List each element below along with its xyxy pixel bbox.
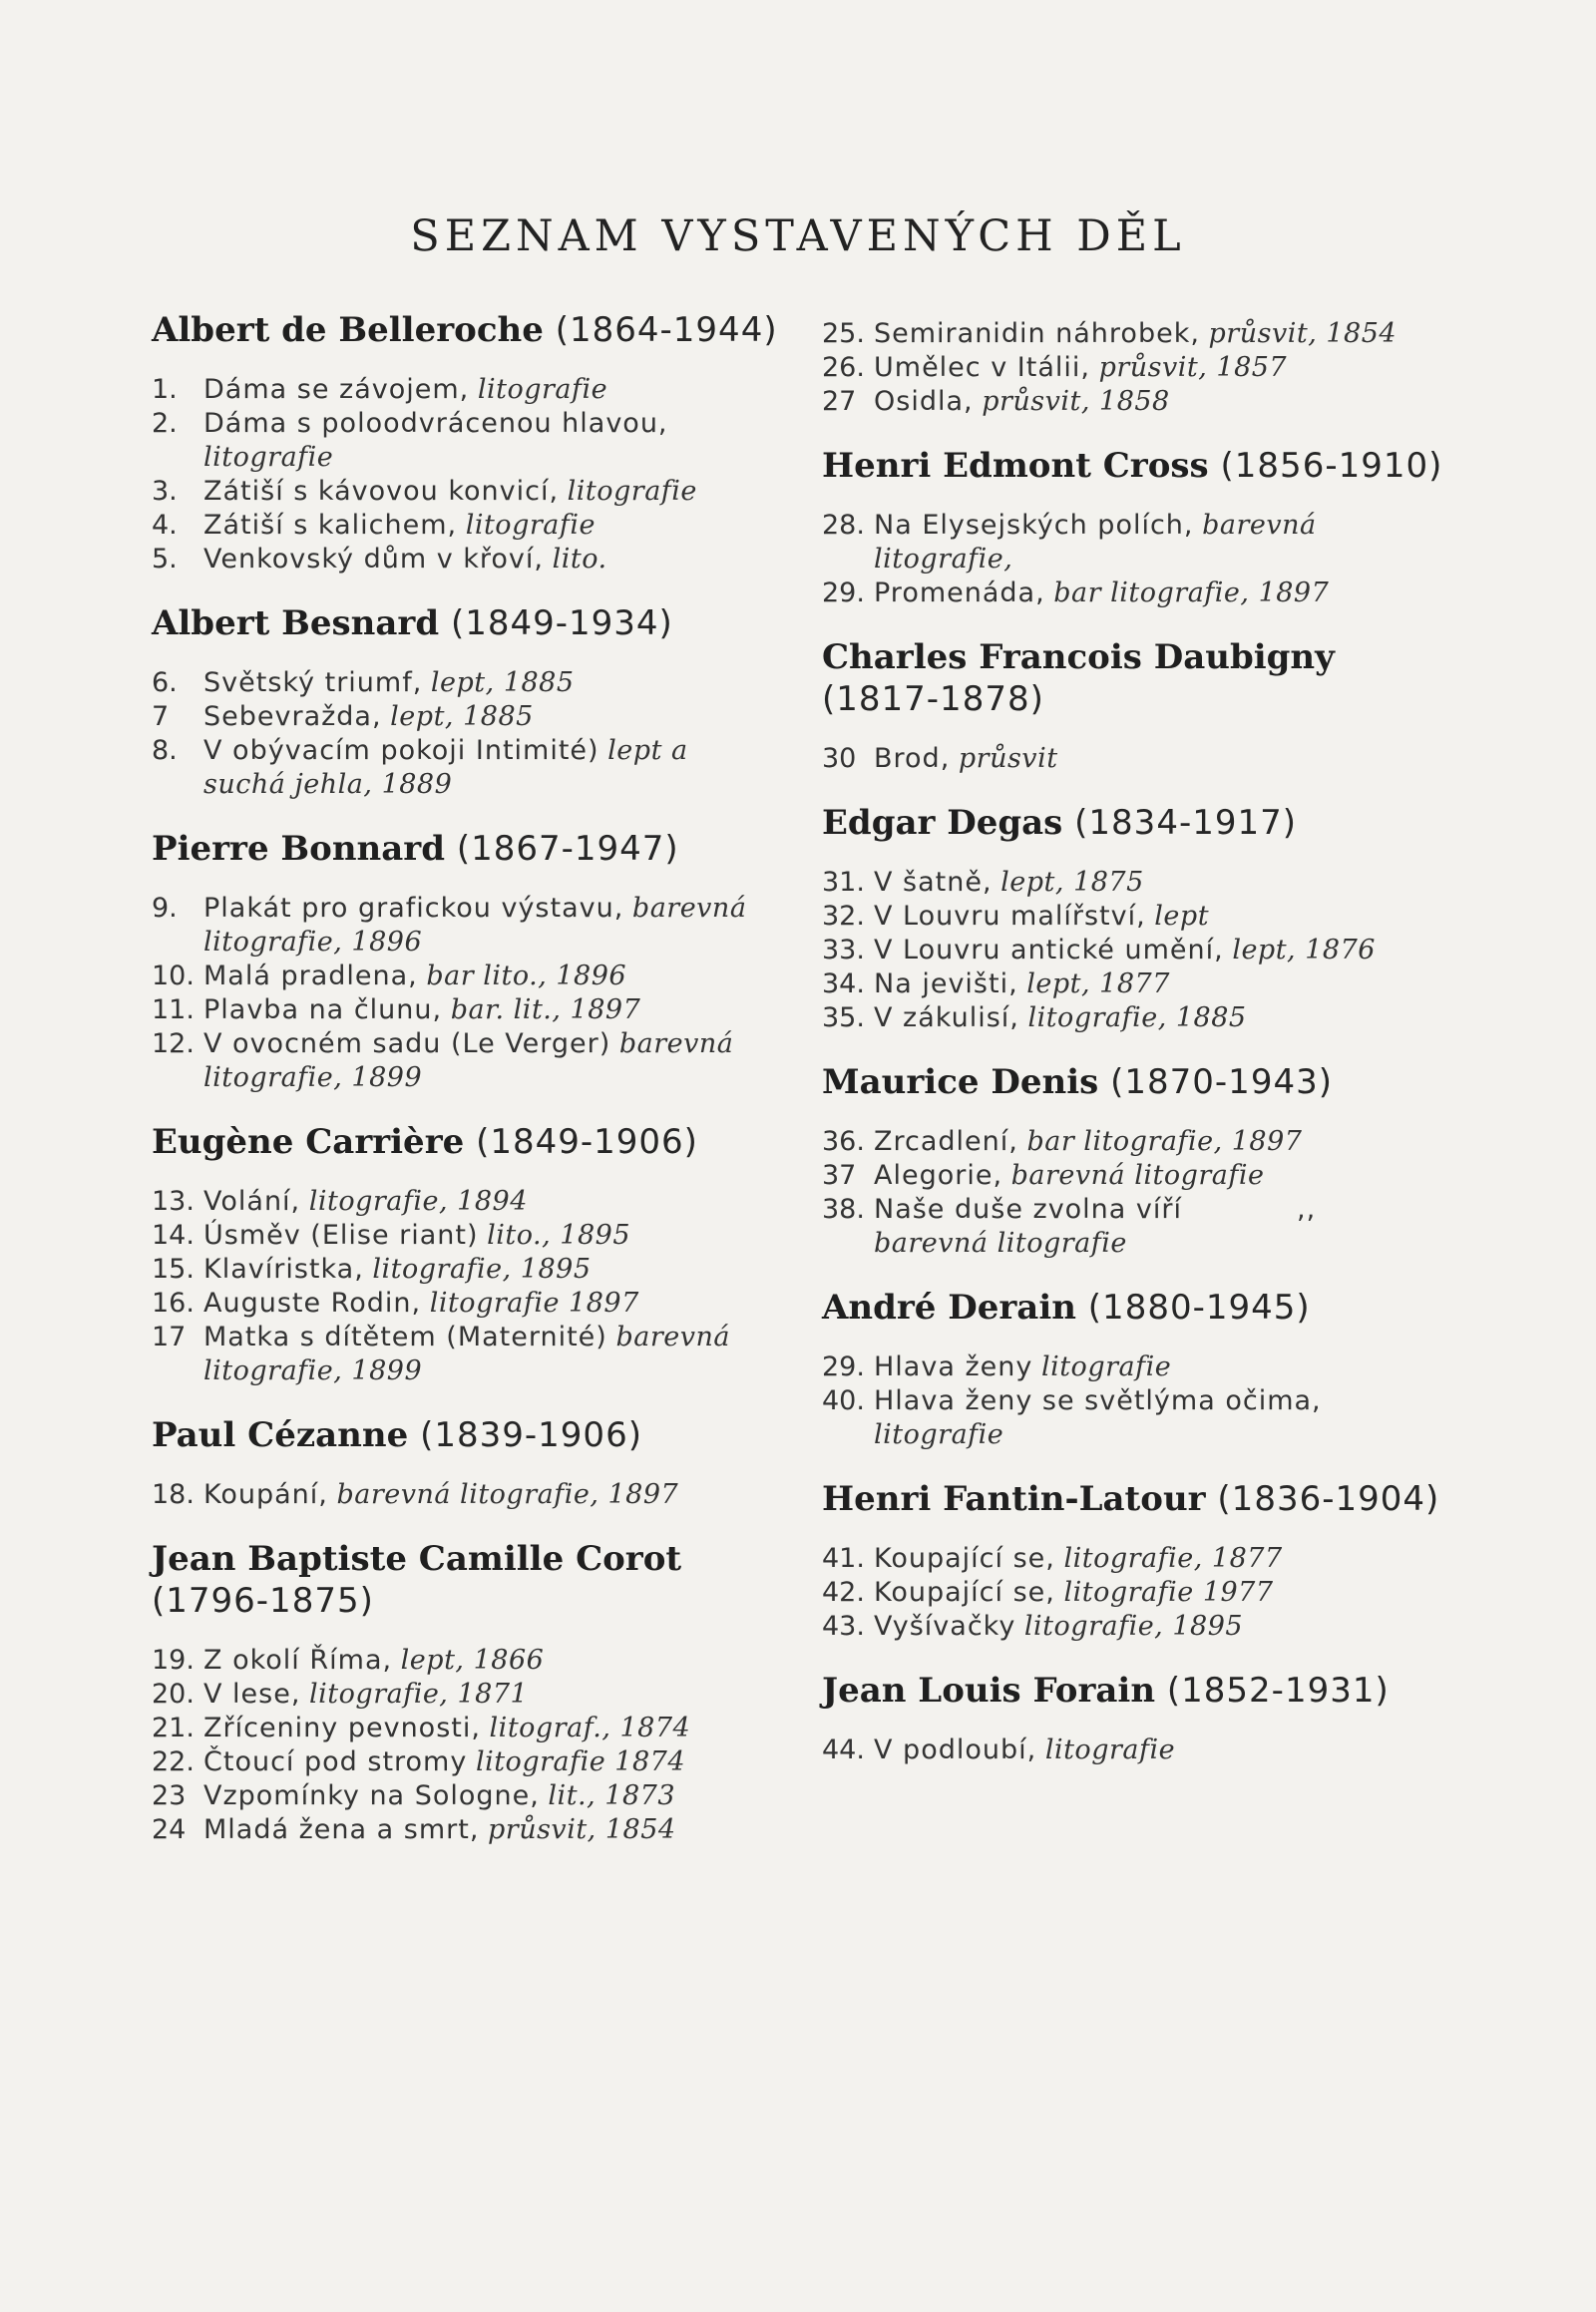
work-technique: litografie <box>567 476 697 507</box>
work-technique: litografie <box>874 1419 1004 1450</box>
work-body <box>874 1610 1460 1644</box>
work-body <box>203 1712 790 1745</box>
work-item <box>152 1185 790 1219</box>
work-number: 13. <box>152 1186 195 1217</box>
work-number: 10. <box>152 961 195 991</box>
artist-section <box>822 1670 1460 1767</box>
work-item <box>822 967 1460 1001</box>
work-number: 27 <box>822 386 857 417</box>
artist-section <box>152 1538 790 1847</box>
work-item <box>822 866 1460 900</box>
work-item <box>152 543 790 577</box>
work-title: V lese, <box>203 1679 301 1710</box>
work-body <box>874 1542 1460 1576</box>
work-item <box>152 1478 790 1512</box>
work-number: 29. <box>822 1351 865 1382</box>
artist-heading <box>152 1414 790 1456</box>
work-item <box>822 1384 1460 1452</box>
work-number: 23 <box>152 1780 187 1811</box>
work-body <box>203 700 790 734</box>
work-item <box>822 934 1460 967</box>
artist-heading <box>822 636 1460 720</box>
work-number: 16. <box>152 1288 195 1319</box>
work-title: Umělec v Itálii, <box>874 352 1090 383</box>
work-body <box>203 407 790 475</box>
work-item <box>152 700 790 734</box>
work-technique: litografie, 1871 <box>309 1679 529 1710</box>
artist-heading <box>822 802 1460 844</box>
work-body <box>203 475 790 509</box>
work-number: 28. <box>822 510 865 541</box>
work-technique: lept, 1876 <box>1232 935 1376 965</box>
work-number: 38. <box>822 1194 865 1225</box>
work-number: 44. <box>822 1734 865 1765</box>
work-item <box>822 385 1460 419</box>
artist-dates: (1836-1904) <box>1217 1479 1440 1519</box>
artist-section <box>152 309 790 577</box>
work-title: Klavíristka, <box>203 1254 364 1285</box>
work-technique: lept, 1885 <box>430 667 575 698</box>
work-title: Plavba na člunu, <box>203 994 443 1025</box>
work-title: Promenáda, <box>874 578 1045 608</box>
artist-dates: (1796-1875) <box>152 1581 374 1621</box>
work-body <box>874 1159 1460 1193</box>
artist-heading <box>822 1287 1460 1329</box>
work-title: Vzpomínky na Sologne, <box>203 1780 540 1811</box>
work-number: 6. <box>152 667 178 698</box>
work-technique: litografie <box>1044 1734 1176 1765</box>
work-body <box>203 373 790 407</box>
work-body <box>203 993 790 1027</box>
work-title: Alegorie, <box>874 1160 1003 1191</box>
work-number: 20. <box>152 1679 195 1710</box>
artist-section <box>822 317 1460 419</box>
artist-name: Albert de Belleroche <box>152 310 544 350</box>
artist-heading <box>822 1670 1460 1712</box>
work-title: Koupání, <box>203 1479 328 1510</box>
artist-section <box>822 1061 1460 1261</box>
work-title: Osidla, <box>874 386 974 417</box>
work-item <box>152 1813 790 1847</box>
work-number: 26. <box>822 352 865 383</box>
work-number: 37 <box>822 1160 857 1191</box>
work-number: 42. <box>822 1577 865 1608</box>
work-technique: průsvit, 1854 <box>1208 318 1397 349</box>
work-body <box>203 892 790 960</box>
work-body <box>203 1813 790 1847</box>
work-title: Mladá žena a smrt, <box>203 1814 480 1845</box>
artist-section <box>152 1121 790 1388</box>
work-title: Volání, <box>203 1186 301 1217</box>
work-item <box>152 1253 790 1287</box>
work-title: Zříceniny pevnosti, <box>203 1713 481 1743</box>
works-list <box>152 1644 790 1847</box>
work-title: V obývacím pokoji Intimité) <box>203 735 599 766</box>
works-list <box>822 1542 1460 1644</box>
artist-name: Paul Cézanne <box>152 1415 409 1455</box>
artist-section <box>822 1478 1460 1644</box>
work-body <box>874 866 1460 900</box>
work-body <box>203 666 790 700</box>
work-number: 25. <box>822 318 865 349</box>
artist-section <box>822 445 1460 610</box>
work-technique: litografie 1897 <box>429 1288 639 1319</box>
work-body <box>203 509 790 543</box>
work-number: 14. <box>152 1220 195 1251</box>
left-column <box>152 309 790 1873</box>
work-item <box>822 1001 1460 1035</box>
works-list <box>822 509 1460 610</box>
work-body <box>874 317 1460 351</box>
work-body <box>203 1253 790 1287</box>
artist-name: Pierre Bonnard <box>152 829 445 869</box>
work-number: 18. <box>152 1479 195 1510</box>
artist-name: Maurice Denis <box>822 1062 1099 1102</box>
work-body <box>874 577 1460 610</box>
work-technique: bar lito., 1896 <box>426 961 627 991</box>
work-number: 4. <box>152 510 178 541</box>
works-list <box>822 1734 1460 1767</box>
artist-name: Henri Edmont Cross <box>822 446 1209 486</box>
artist-dates: (1864-1944) <box>555 310 778 350</box>
work-technique: lito., 1895 <box>487 1220 631 1251</box>
works-list <box>152 1185 790 1388</box>
work-technique: lept <box>1154 901 1210 932</box>
work-title: V šatně, <box>874 867 993 898</box>
work-technique: litografie, 1895 <box>372 1254 592 1285</box>
work-body <box>203 960 790 993</box>
work-item <box>822 1350 1460 1384</box>
work-title: V zákulisí, <box>874 1002 1019 1033</box>
artist-section <box>152 602 790 802</box>
work-technique: litografie 1874 <box>475 1746 686 1777</box>
artist-heading <box>822 1061 1460 1103</box>
work-body <box>874 1384 1460 1452</box>
work-body <box>874 934 1460 967</box>
artist-heading <box>152 309 790 351</box>
work-item <box>152 509 790 543</box>
artist-dates: (1867-1947) <box>456 829 679 869</box>
work-item <box>152 475 790 509</box>
work-technique: litografie, 1877 <box>1063 1543 1283 1574</box>
work-item <box>822 742 1460 776</box>
work-number: 24 <box>152 1814 187 1845</box>
work-title: Hlava ženy <box>874 1351 1033 1382</box>
artist-heading <box>822 445 1460 487</box>
work-title: Sebevražda, <box>203 701 382 732</box>
work-item <box>152 993 790 1027</box>
work-item <box>152 1321 790 1388</box>
work-title: Zrcadlení, <box>874 1126 1018 1157</box>
work-body <box>874 1576 1460 1610</box>
work-technique: lept, 1875 <box>1000 867 1144 898</box>
artist-name: André Derain <box>822 1288 1076 1328</box>
work-item <box>152 1644 790 1678</box>
work-technique: litografie 1977 <box>1063 1577 1274 1608</box>
artist-dates: (1870-1943) <box>1110 1062 1333 1102</box>
works-list <box>822 866 1460 1035</box>
work-title: Na Elysejských polích, <box>874 510 1194 541</box>
artist-dates: (1849-1934) <box>450 603 673 643</box>
work-number: 22. <box>152 1746 195 1777</box>
works-list <box>152 373 790 577</box>
work-technique: litografie <box>477 374 608 405</box>
artist-section <box>152 828 790 1095</box>
work-title: Naše duše zvolna víří ,, <box>874 1194 1317 1225</box>
work-title: Zátiší s kalichem, <box>203 510 458 541</box>
work-number: 19. <box>152 1645 195 1676</box>
work-body <box>874 385 1460 419</box>
work-title: V podloubí, <box>874 1734 1037 1765</box>
work-title: Vyšívačky <box>874 1611 1016 1642</box>
work-technique: bar. lit., 1897 <box>450 994 641 1025</box>
work-body <box>874 1193 1460 1261</box>
works-list <box>152 892 790 1095</box>
work-item <box>822 1159 1460 1193</box>
work-title: Čtoucí pod stromy <box>203 1746 468 1777</box>
work-technique: barevná litografie, <box>874 510 1317 575</box>
work-body <box>203 734 790 802</box>
work-item <box>152 373 790 407</box>
work-item <box>152 407 790 475</box>
work-number: 31. <box>822 867 865 898</box>
work-item <box>822 509 1460 577</box>
work-technique: průsvit, 1857 <box>1098 352 1288 383</box>
work-item <box>152 1219 790 1253</box>
work-technique: barevná litografie <box>874 1228 1127 1259</box>
work-technique: bar litografie, 1897 <box>1053 578 1330 608</box>
work-title: Plakát pro grafickou výstavu, <box>203 893 624 924</box>
work-body <box>874 1001 1460 1035</box>
work-item <box>152 892 790 960</box>
works-list <box>822 1125 1460 1261</box>
work-number: 7 <box>152 701 170 732</box>
work-technique: litografie <box>1040 1351 1172 1382</box>
work-number: 9. <box>152 893 178 924</box>
work-number: 2. <box>152 408 178 439</box>
work-item <box>152 1745 790 1779</box>
work-item <box>152 734 790 802</box>
artist-name: Jean Louis Forain <box>822 1671 1156 1711</box>
work-item <box>152 666 790 700</box>
work-number: 40. <box>822 1385 865 1416</box>
work-technique: barevná litografie, 1897 <box>336 1479 679 1510</box>
work-technique: barevná litografie <box>1010 1160 1265 1191</box>
work-item <box>152 1027 790 1095</box>
artist-name: Henri Fantin-Latour <box>822 1479 1206 1519</box>
work-item <box>822 1193 1460 1261</box>
work-technique: barevná litografie, 1899 <box>203 1322 730 1386</box>
work-title: Úsměv (Elise riant) <box>203 1220 479 1251</box>
work-item <box>822 577 1460 610</box>
work-technique: průsvit <box>958 743 1058 774</box>
works-list <box>822 742 1460 776</box>
work-body <box>874 742 1460 776</box>
work-body <box>203 1287 790 1321</box>
work-number: 8. <box>152 735 178 766</box>
work-title: Koupající se, <box>874 1577 1055 1608</box>
work-title: Koupající se, <box>874 1543 1055 1574</box>
work-title: V Louvru antické umění, <box>874 935 1224 965</box>
work-title: Zátiší s kávovou konvicí, <box>203 476 560 507</box>
artist-heading <box>822 1478 1460 1520</box>
work-title: Malá pradlena, <box>203 961 418 991</box>
work-number: 33. <box>822 935 865 965</box>
right-column <box>822 317 1460 1793</box>
artist-heading <box>152 602 790 644</box>
work-item <box>152 1712 790 1745</box>
artist-dates: (1834-1917) <box>1074 803 1298 843</box>
work-number: 29. <box>822 578 865 608</box>
work-number: 12. <box>152 1028 195 1059</box>
work-number: 5. <box>152 544 178 575</box>
work-item <box>822 1542 1460 1576</box>
work-body <box>203 1779 790 1813</box>
work-title: Brod, <box>874 743 951 774</box>
artist-name: Eugène Carrière <box>152 1122 465 1162</box>
work-body <box>203 1678 790 1712</box>
work-number: 32. <box>822 901 865 932</box>
work-number: 36. <box>822 1126 865 1157</box>
artist-section <box>822 802 1460 1035</box>
artist-dates: (1856-1910) <box>1220 446 1443 486</box>
work-item <box>822 1576 1460 1610</box>
work-technique: průsvit, 1854 <box>488 1814 676 1845</box>
work-title: Světský triumf, <box>203 667 423 698</box>
artist-name: Albert Besnard <box>152 603 440 643</box>
artist-name: Jean Baptiste Camille Corot <box>152 1539 682 1579</box>
work-body <box>203 1185 790 1219</box>
artist-name: Charles Francois Daubigny <box>822 637 1335 677</box>
work-title: Z okolí Říma, <box>203 1645 393 1676</box>
work-number: 21. <box>152 1713 195 1743</box>
work-technique: lept, 1885 <box>390 701 534 732</box>
work-title: Dáma se závojem, <box>203 374 470 405</box>
work-item <box>822 900 1460 934</box>
artist-section <box>822 1287 1460 1452</box>
work-technique: lept a suchá jehla, 1889 <box>203 735 688 800</box>
works-list <box>822 1350 1460 1452</box>
artist-dates: (1849-1906) <box>476 1122 698 1162</box>
work-title: Venkovský dům v křoví, <box>203 544 544 575</box>
work-technique: průsvit, 1858 <box>982 386 1170 417</box>
artist-heading <box>152 1121 790 1163</box>
work-body <box>874 1350 1460 1384</box>
works-list <box>152 1478 790 1512</box>
work-title: V ovocném sadu (Le Verger) <box>203 1028 611 1059</box>
work-body <box>203 1644 790 1678</box>
work-number: 1. <box>152 374 178 405</box>
artist-section <box>152 1414 790 1512</box>
artist-section <box>822 636 1460 776</box>
work-body <box>203 1027 790 1095</box>
work-title: Hlava ženy se světlýma očima, <box>874 1385 1322 1416</box>
artist-dates: (1839-1906) <box>420 1415 642 1455</box>
work-number: 3. <box>152 476 178 507</box>
work-number: 35. <box>822 1002 865 1033</box>
work-body <box>203 1478 790 1512</box>
work-technique: lit., 1873 <box>548 1780 676 1811</box>
work-item <box>822 1610 1460 1644</box>
work-technique: litograf., 1874 <box>489 1713 691 1743</box>
work-title: Semiranidin náhrobek, <box>874 318 1200 349</box>
work-item <box>822 1734 1460 1767</box>
work-number: 41. <box>822 1543 865 1574</box>
work-body <box>203 1745 790 1779</box>
work-title: Matka s dítětem (Maternité) <box>203 1322 607 1352</box>
work-number: 17 <box>152 1322 187 1352</box>
work-body <box>874 1734 1460 1767</box>
work-technique: litografie, 1894 <box>308 1186 528 1217</box>
work-technique: litografie, 1895 <box>1023 1611 1244 1642</box>
work-body <box>203 1321 790 1388</box>
work-number: 15. <box>152 1254 195 1285</box>
artist-dates: (1817-1878) <box>822 679 1044 719</box>
work-item <box>822 317 1460 351</box>
work-number: 43. <box>822 1611 865 1642</box>
work-body <box>874 1125 1460 1159</box>
work-technique: lito. <box>552 544 607 575</box>
work-technique: lept, 1877 <box>1026 968 1170 999</box>
work-body <box>203 543 790 577</box>
work-technique: litografie, 1885 <box>1027 1002 1247 1033</box>
work-body <box>874 509 1460 577</box>
work-technique: lept, 1866 <box>400 1645 545 1676</box>
artist-dates: (1852-1931) <box>1166 1671 1390 1711</box>
work-number: 34. <box>822 968 865 999</box>
work-item <box>822 351 1460 385</box>
work-item <box>152 1678 790 1712</box>
works-list <box>822 317 1460 419</box>
work-title: V Louvru malířství, <box>874 901 1146 932</box>
work-technique: barevná litografie, 1899 <box>203 1028 734 1093</box>
work-title: Na jevišti, <box>874 968 1018 999</box>
artist-heading <box>152 828 790 870</box>
work-title: Dáma s poloodvrácenou hlavou, <box>203 408 668 439</box>
work-item <box>822 1125 1460 1159</box>
work-number: 11. <box>152 994 195 1025</box>
work-body <box>874 900 1460 934</box>
work-technique: bar litografie, 1897 <box>1026 1126 1303 1157</box>
artist-name: Edgar Degas <box>822 803 1063 843</box>
work-technique: barevná litografie, 1896 <box>203 893 747 958</box>
work-body <box>874 967 1460 1001</box>
work-body <box>203 1219 790 1253</box>
works-list <box>152 666 790 802</box>
work-item <box>152 960 790 993</box>
work-body <box>874 351 1460 385</box>
work-item <box>152 1287 790 1321</box>
work-technique: litografie <box>203 442 334 473</box>
artist-dates: (1880-1945) <box>1087 1288 1311 1328</box>
artist-heading <box>152 1538 790 1622</box>
work-number: 30 <box>822 743 857 774</box>
work-technique: litografie <box>465 510 596 541</box>
page-title: SEZNAM VYSTAVENÝCH DĚL <box>410 211 1186 261</box>
work-title: Auguste Rodin, <box>203 1288 422 1319</box>
work-item <box>152 1779 790 1813</box>
